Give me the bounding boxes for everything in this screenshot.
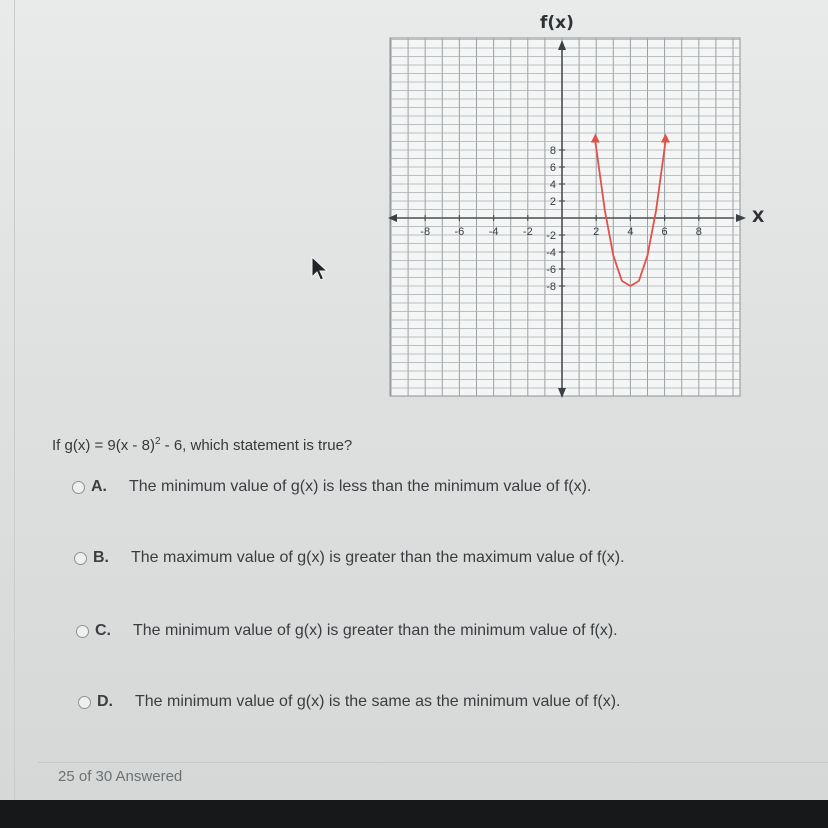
footer-divider bbox=[38, 762, 828, 763]
option-text-d: The minimum value of g(x) is the same as the minimum value of f(x). bbox=[135, 693, 621, 710]
y-tick-label: -8 bbox=[546, 281, 556, 293]
question-stem-suffix: - 6, which statement is true? bbox=[160, 437, 353, 454]
option-text-a: The minimum value of g(x) is less than the minimum value of f(x). bbox=[129, 478, 592, 495]
question-stem-prefix: If g(x) = 9(x - 8) bbox=[52, 437, 155, 454]
graph-title: f(x) bbox=[540, 13, 574, 33]
progress-status: 25 of 30 Answered bbox=[58, 768, 183, 785]
option-text-b: The maximum value of g(x) is greater than the maximum value of f(x). bbox=[131, 549, 625, 566]
radio-button-a[interactable] bbox=[72, 481, 85, 494]
option-text-c: The minimum value of g(x) is greater than the minimum value of f(x). bbox=[133, 622, 618, 639]
y-tick-label: 6 bbox=[549, 162, 556, 174]
option-letter-c: C. bbox=[95, 622, 111, 639]
graph-grid bbox=[390, 38, 740, 396]
x-tick-label: 4 bbox=[627, 226, 634, 238]
y-tick-label: -6 bbox=[546, 264, 556, 276]
y-tick-label: 8 bbox=[549, 145, 556, 157]
x-tick-label: -2 bbox=[522, 226, 533, 238]
x-tick-label: -6 bbox=[454, 226, 465, 238]
y-tick-label: 2 bbox=[549, 196, 556, 208]
x-tick-label: 2 bbox=[593, 226, 600, 238]
mouse-pointer-icon bbox=[310, 256, 330, 282]
radio-button-b[interactable] bbox=[74, 552, 87, 565]
y-tick-label: -2 bbox=[546, 230, 556, 242]
y-tick-label: -4 bbox=[546, 247, 556, 259]
radio-button-d[interactable] bbox=[78, 696, 91, 709]
x-tick-label: -8 bbox=[420, 226, 431, 238]
answer-option-a[interactable] bbox=[72, 476, 591, 498]
x-axis-label: X bbox=[752, 207, 765, 226]
left-panel-border bbox=[14, 0, 15, 800]
x-tick-label: 6 bbox=[661, 226, 668, 238]
function-graph bbox=[384, 10, 764, 405]
option-letter-a: A. bbox=[91, 478, 107, 495]
question-stem-exponent: 2 bbox=[154, 436, 161, 447]
answer-option-b[interactable] bbox=[74, 547, 625, 569]
x-axis-right-arrow-icon bbox=[736, 214, 746, 222]
bottom-bar bbox=[0, 800, 828, 828]
option-letter-d: D. bbox=[97, 693, 113, 710]
option-letter-b: B. bbox=[93, 549, 109, 566]
answer-option-c[interactable] bbox=[76, 620, 618, 642]
x-tick-label: -4 bbox=[488, 226, 499, 238]
x-tick-label: 8 bbox=[695, 226, 702, 238]
radio-button-c[interactable] bbox=[76, 625, 89, 638]
y-tick-label: 4 bbox=[549, 179, 556, 191]
answer-option-d[interactable] bbox=[78, 691, 621, 713]
question-stem bbox=[52, 436, 352, 454]
